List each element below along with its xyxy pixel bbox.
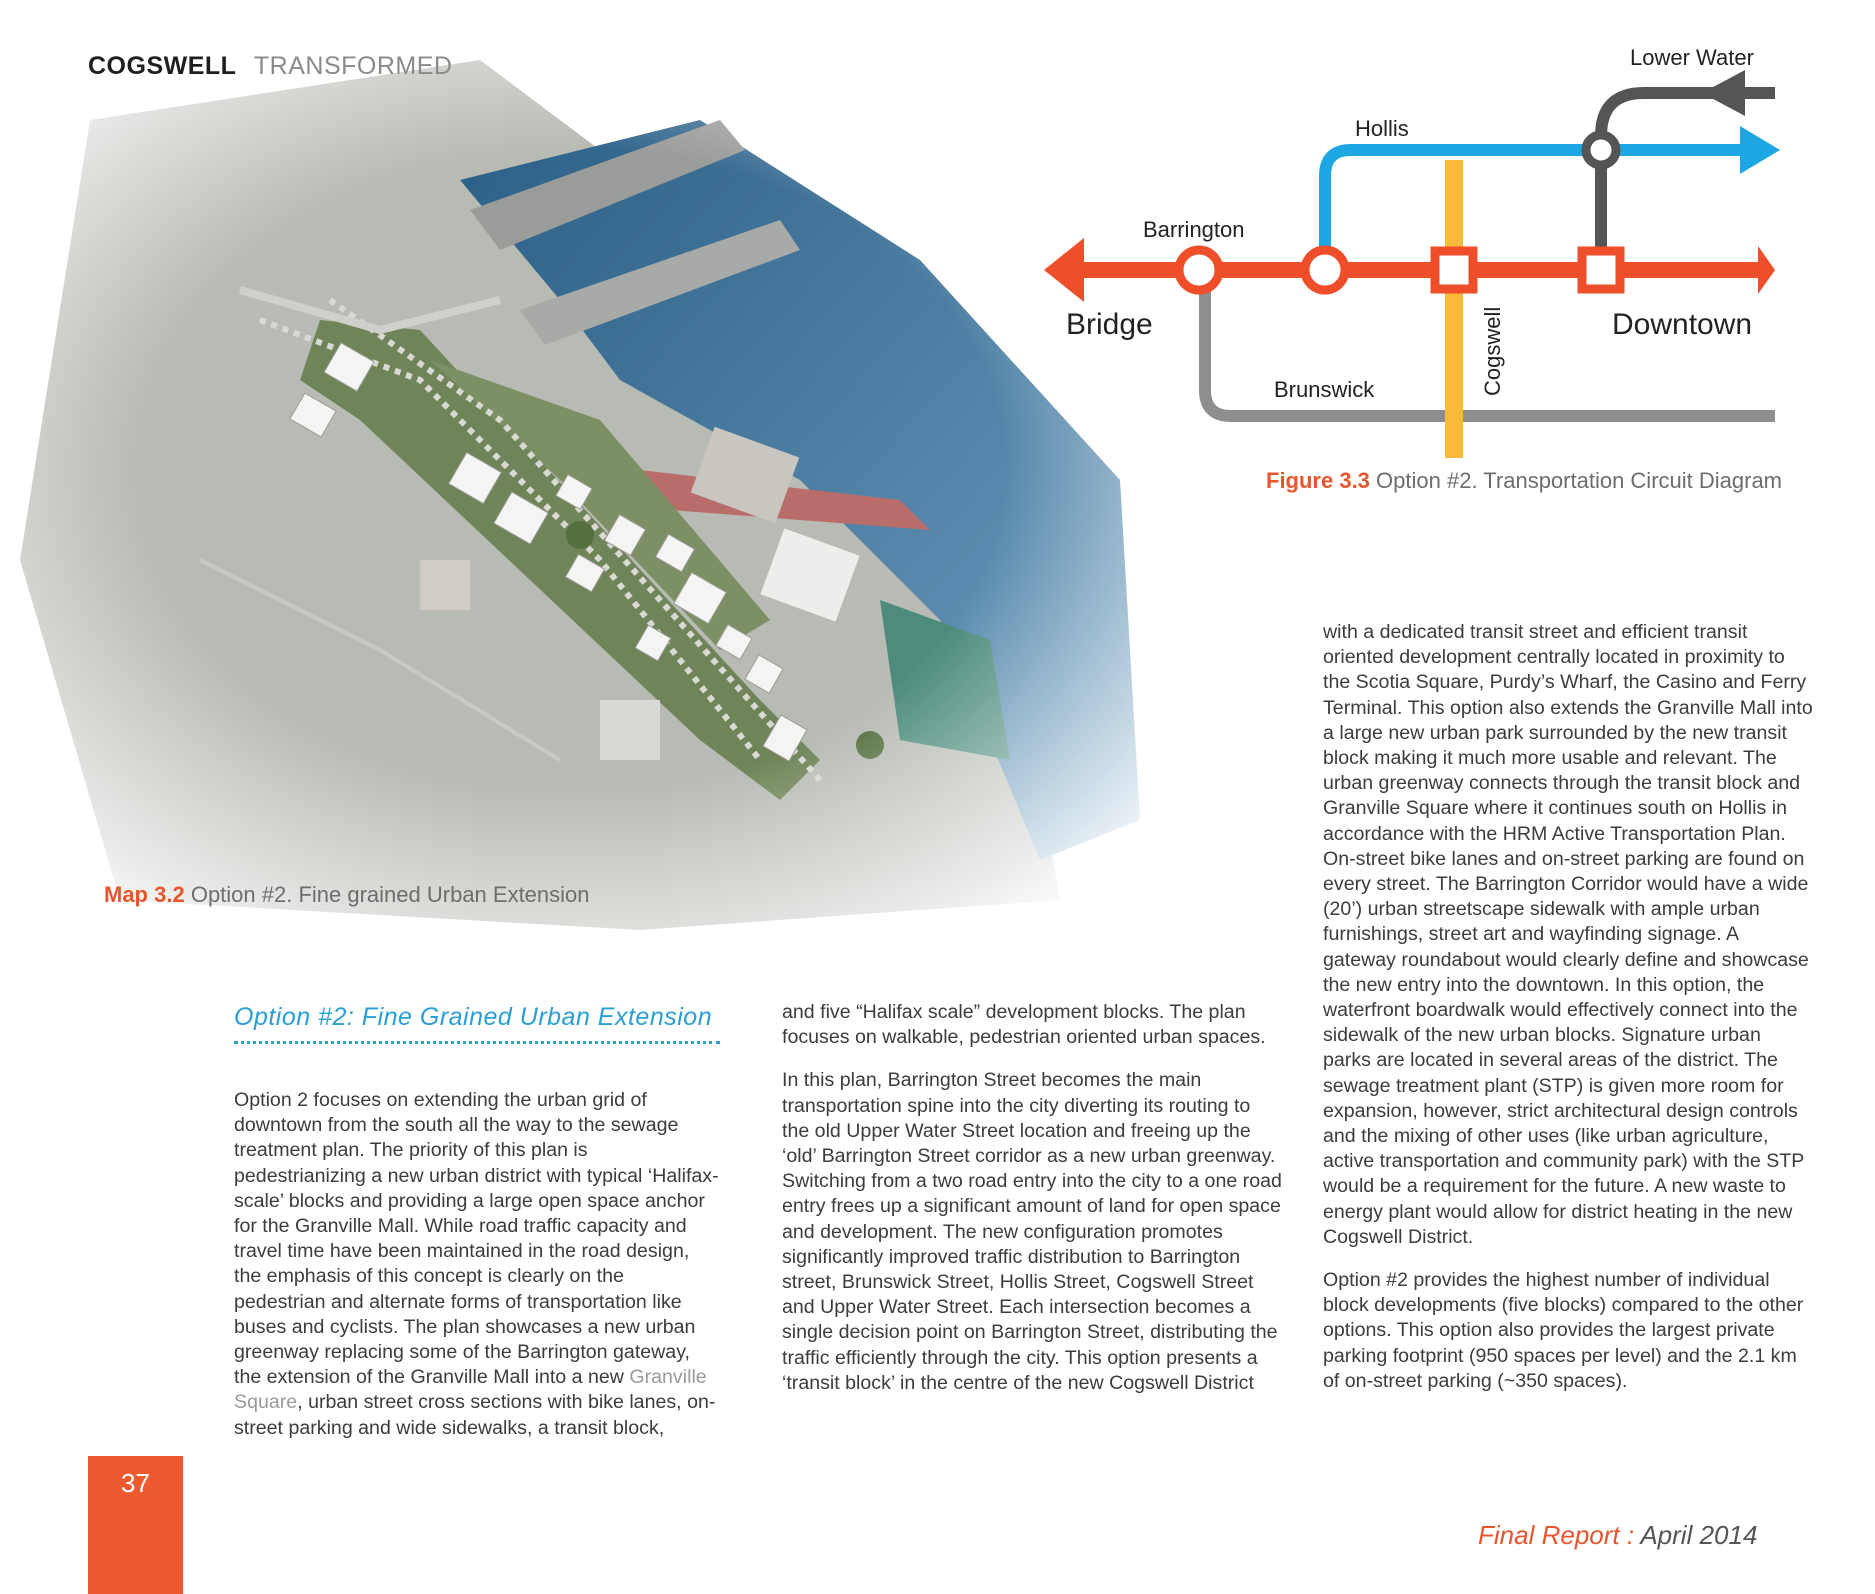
text-column-1: [234, 1088, 719, 1459]
footer-report: [1478, 1520, 1757, 1551]
text-column-3: [1323, 620, 1813, 1412]
bridge-arrow: [1044, 238, 1084, 302]
node-hollis-lower-water: [1586, 135, 1616, 165]
header-title-strong: COGSWELL: [88, 52, 237, 80]
paragraph-text: , urban street cross sections with bike lanes, on-street parking and wide sidewalks, a transit block,: [234, 1391, 716, 1439]
document-header: [88, 52, 452, 81]
footer-report-title: Final Report: [1478, 1520, 1620, 1550]
lower-water-line: [1601, 93, 1775, 275]
transportation-circuit-diagram: [1020, 30, 1820, 470]
text-column-2: [782, 1000, 1282, 1414]
paragraph: with a dedicated transit street and efficient transit oriented development centrally located in proximity to the Scotia Square, Purdy’s Wharf, the Casino and Ferry Terminal. This option also extends the Granville Mall into a large new urban park surrounded by the new transit block making it much more usable and relevant. The urban greenway connects through the transit block and Granville Square where it continues south on Hollis in accordance with the HRM Active Transportation Plan. On-street bike lanes and on-street parking are found on every street. The Barrington Corridor would have a wide (20’) urban streetscape sidewalk with ample urban furnishings, street art and wayfinding signage. A gateway roundabout would clearly define and showcase the new entry into the downtown. In this option, the waterfront boardwalk would effectively connect into the sidewalk of the new urban blocks. Signature urban parks are located in several areas of the district. The sewage treatment plant (STP) is given more room for expansion, however, strict architectural design controls and the mixing of other uses (like urban agriculture, active transportation and community park) with the STP would be a requirement for the future. A new waste to energy plant would allow for district heating in the new Cogswell District.: [1323, 621, 1813, 1248]
map-caption-text: Option #2. Fine grained Urban Extension: [190, 882, 590, 907]
hollis-line: [1325, 150, 1742, 275]
label-barrington: Barrington: [1143, 217, 1245, 242]
node-barrington-cogswell: [1435, 251, 1473, 289]
label-brunswick: Brunswick: [1274, 377, 1375, 402]
lower-water-arrow: [1702, 70, 1745, 116]
map-caption-ref: Map 3.2: [104, 882, 185, 907]
node-barrington-hollis: [1305, 250, 1345, 290]
section-title: Option #2: Fine Grained Urban Extension: [234, 1002, 720, 1044]
downtown-arrow: [1758, 246, 1775, 294]
granville-square-link[interactable]: Granville Square: [234, 1366, 707, 1414]
map-caption: [104, 882, 590, 908]
paragraph: [234, 1088, 719, 1441]
figure-caption-text: Option #2. Transportation Circuit Diagram: [1376, 468, 1783, 493]
footer-separator: :: [1619, 1520, 1641, 1550]
paragraph: In this plan, Barrington Street becomes the main transportation spine into the city diverting its routing to the old Upper Water Street location and freeing up the ‘old’ Barrington Street corridor as a new urban greenway. Switching from a two road entry into the city to a one road entry frees up a significant amount of land for open space and development. The new configuration promotes significantly improved traffic distribution to Barrington street, Brunswick Street, Hollis Street, Cogswell Street and Upper Water Street. Each intersection becomes a single decision point on Barrington Street, distributing the traffic efficiently through the city. This option presents a ‘transit block’ in the centre of the new Cogswell District: [782, 1069, 1282, 1394]
paragraph: and five “Halifax scale” development blocks. The plan focuses on walkable, pedestrian oriented urban spaces.: [782, 1001, 1266, 1049]
label-bridge: Bridge: [1066, 308, 1153, 341]
paragraph: Option #2 provides the highest number of individual block developments (five blocks) compared to the other options. This option also provides the largest private parking footprint (950 spaces per level) and the 2.1 km of on-street parking (~350 spaces).: [1323, 1269, 1804, 1392]
label-hollis: Hollis: [1355, 116, 1409, 141]
figure-caption: [1266, 468, 1782, 494]
page-number: 37: [121, 1468, 150, 1498]
node-barrington-lower-water: [1582, 251, 1620, 289]
header-title-light: TRANSFORMED: [253, 52, 453, 80]
paragraph-text: Option 2 focuses on extending the urban grid of downtown from the south all the way to the sewage treatment plan. The priority of this plan is pedestrianizing a new urban district with typical ‘Halifax-scale’ blocks and providing a large open space anchor for the Granville Mall. While road traffic capacity and travel time have been maintained in the road design, the emphasis of this concept is clearly on the pedestrian and alternate forms of transportation like buses and cyclists. The plan showcases a new urban greenway replacing some of the Barrington gateway, the extension of the Granville Mall into a new: [234, 1089, 719, 1389]
footer-date: April 2014: [1640, 1520, 1758, 1550]
hollis-arrow: [1740, 126, 1780, 174]
node-barrington-brunswick: [1179, 250, 1219, 290]
page-number-box: [88, 1456, 183, 1594]
label-cogswell: Cogswell: [1480, 306, 1505, 396]
label-downtown: Downtown: [1612, 308, 1753, 341]
figure-caption-ref: Figure 3.3: [1266, 468, 1370, 493]
label-lower-water: Lower Water: [1630, 45, 1754, 70]
